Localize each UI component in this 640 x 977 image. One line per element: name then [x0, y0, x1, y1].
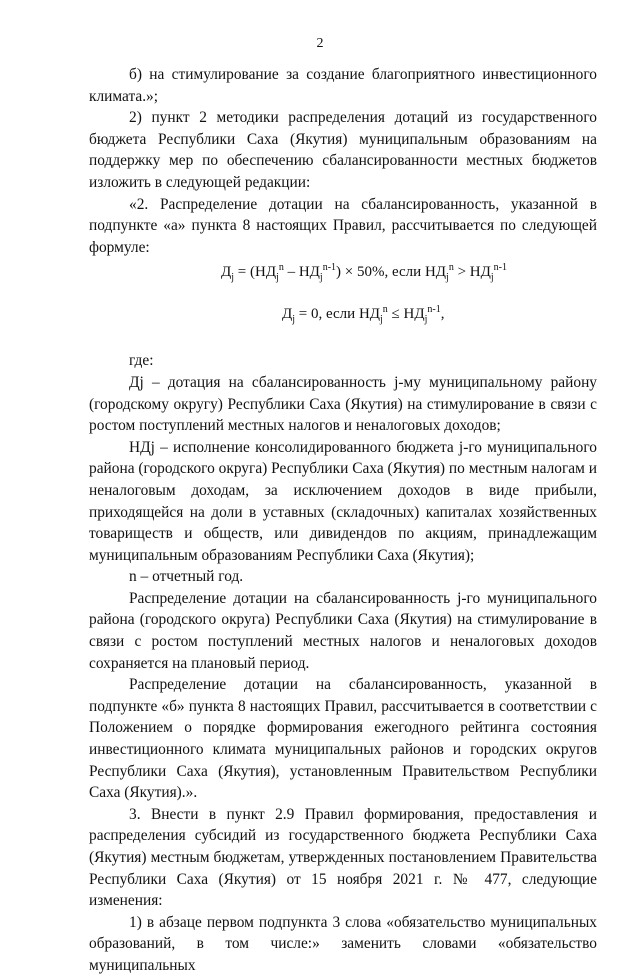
formula-subscript: j — [380, 314, 383, 326]
paragraph-planned-period: Распределение дотации на сбалансированность j-го муниципального района (городского округа) Республики Саха (Якутия) на стимулирование в связи с ростом поступлений местных налогов и неналоговых доходов сохраняется на плановый период. — [89, 589, 597, 672]
formula-symbol: Д — [221, 264, 232, 281]
formula-text: > — [453, 264, 470, 281]
formula-superscript: n-1 — [427, 304, 441, 316]
formula-text: ≤ — [387, 306, 404, 323]
paragraph-definition-dj: Дj – дотация на сбалансированность j-му муниципальному району (городскому округу) Республики Саха (Якутия) на стимулирование в связи с ростом поступлений местных налогов и неналоговых доходов; — [89, 373, 597, 435]
formula-text: ) × 50%, если — [336, 264, 425, 281]
formula-symbol: Д — [282, 306, 293, 323]
formula-zero-dotation — [89, 303, 597, 325]
formula-text: , — [440, 306, 445, 323]
formula-subscript: j — [231, 272, 235, 284]
formula-superscript: n-1 — [322, 262, 337, 274]
formula-superscript: n — [382, 304, 388, 316]
formula-symbol: НД — [254, 264, 277, 281]
paragraph-definition-n: n – отчетный год. — [129, 568, 244, 586]
formula-subscript: j — [424, 314, 428, 326]
formula-subscript: j — [292, 314, 296, 326]
formula-symbol: НД — [358, 306, 381, 323]
formula-symbol: НД — [403, 306, 425, 323]
formula-subscript: j — [319, 272, 323, 284]
document-body — [89, 64, 597, 977]
paragraph-where: где: — [129, 352, 154, 370]
formula-text: = ( — [234, 264, 255, 281]
formula-dotation — [89, 261, 597, 283]
formula-symbol: НД — [424, 264, 447, 281]
formula-text: – — [283, 264, 299, 281]
paragraph-item-b: б) на стимулирование за создание благоприятного инвестиционного климата.»; — [89, 66, 597, 105]
page-number: 2 — [316, 36, 324, 51]
paragraph-item-3: 3. Внести в пункт 2.9 Правил формирования, предоставления и распределения субсидий из государственного бюджета Республики Саха (Якутия) местным бюджетам, утвержденных постановлением Правительства Республики Саха (Якутия) от 15 ноября 2021 г. № 477, следующие изменения: — [89, 805, 597, 910]
paragraph-distribution-rule: «2. Распределение дотации на сбалансированность, указанной в подпункте «а» пункта 8 настоящих Правил, рассчитывается по следующей формуле: — [89, 195, 597, 256]
paragraph-subitem-1: 1) в абзаце первом подпункта 3 слова «обязательство муниципальных образований, в том числе:» заменить словами «обязательство муниципальных — [89, 913, 597, 974]
paragraph-definition-ndj: НДj – исполнение консолидированного бюджета j-го муниципального района (городского округа) Республики Саха (Якутия) по местным налогам и неналоговым доходам, за исключением доходов в виде прибыли, приходящейся на доли в уставных (складочных) капиталах хозяйственных товариществ и обществ, или дивидендов по акциям, принадлежащим муниципальным образованиям Республики Саха (Якутия); — [89, 438, 597, 564]
formula-symbol: НД — [298, 264, 320, 281]
formula-subscript: j — [276, 272, 279, 284]
formula-subscript: j — [446, 272, 449, 284]
formula-superscript: n-1 — [493, 262, 507, 274]
formula-superscript: n — [278, 262, 284, 274]
paragraph-item-2: 2) пункт 2 методики распределения дотаций из государственного бюджета Республики Саха (Якутия) муниципальным образованиям на поддержку мер по обеспечению сбалансированности местных бюджетов изложить в следующей редакции: — [89, 109, 597, 191]
formula-superscript: n — [448, 262, 454, 274]
paragraph-rating-rule: Распределение дотации на сбалансированность, указанной в подпункте «б» пункта 8 настоящих Правил, рассчитывается в соответствии с Положением о порядке формирования ежегодного рейтинга состояния инвестиционного климата муниципальных районов и городских округов Республики Саха (Якутия), установленным Правительством Республики Саха (Якутия).». — [89, 676, 597, 802]
formula-symbol: НД — [469, 264, 491, 281]
formula-subscript: j — [490, 272, 494, 284]
formula-text: = 0, если — [295, 306, 359, 323]
